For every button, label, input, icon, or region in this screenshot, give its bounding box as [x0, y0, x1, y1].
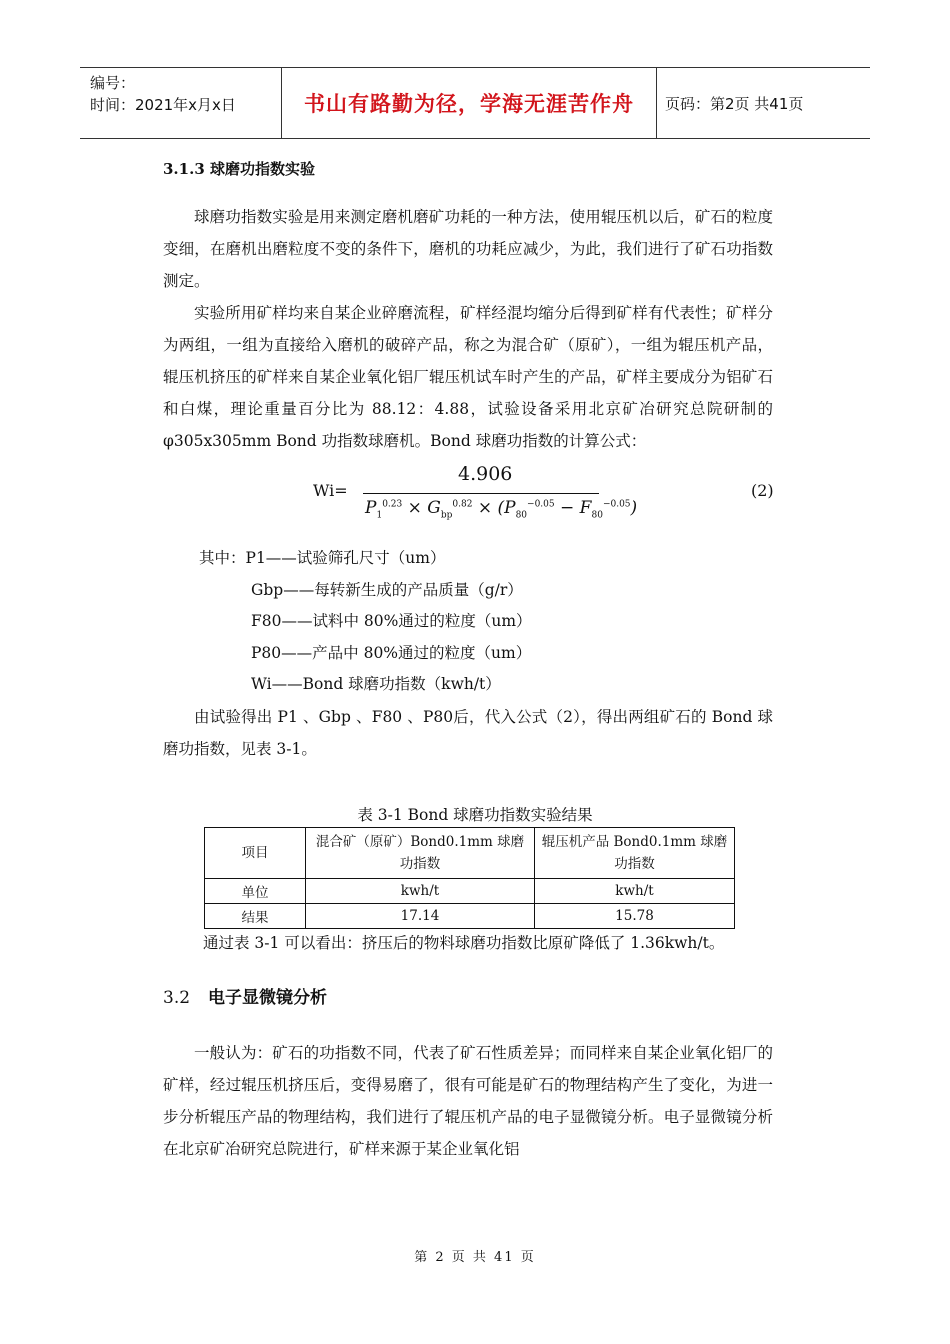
section-title: 3.1.3 球磨功指数实验	[163, 160, 315, 178]
table-cell: 17.14	[306, 904, 535, 929]
table-header-cell: 项目	[205, 828, 306, 879]
table-note: 通过表 3-1 可以看出：挤压后的物料球磨功指数比原矿降低了 1.36kwh/t。	[203, 934, 725, 952]
header-motto: 书山有路勤为径，学海无涯苦作舟	[282, 68, 657, 138]
formula-numerator: 4.906	[458, 463, 513, 485]
section-3-1-3	[163, 158, 773, 765]
formula-lhs: Wi=	[313, 481, 348, 500]
serial-label: 编号：	[90, 74, 136, 92]
paragraph: 球磨功指数实验是用来测定磨机磨矿功耗的一种方法，使用辊压机以后，矿石的粒度变细，在磨机出磨粒度不变的条件下，磨机的功耗应减少，为此，我们进行了矿石功指数测定。	[163, 208, 773, 290]
bond-formula	[163, 459, 773, 539]
table-header-row	[205, 828, 735, 879]
paragraph: 实验所用矿样均来自某企业碎磨流程，矿样经混均缩分后得到矿样有代表性；矿样分为两组，一组为直接给入磨机的破碎产品，称之为混合矿（原矿），一组为辊压机产品，辊压机挤压的矿样来自某企业氧化铝厂辊压机试车时产生的产品，矿样主要成分为铝矿石和白煤，理论重量百分比为 88.12：4.88，试验设备采用北京矿冶研究总院研制的 φ305x305mm Bond 功指数球磨机。Bond 球磨功指数的计算公式：	[163, 304, 773, 450]
header-meta	[80, 68, 282, 138]
date-label: 时间：2021年x月x日	[90, 96, 236, 114]
section-number: 3.2	[163, 988, 191, 1008]
definition-gbp: Gbp——每转新生成的产品质量（g/r）	[251, 580, 523, 599]
section-3-2-heading	[163, 983, 327, 1008]
table-cell: kwh/t	[535, 879, 735, 904]
variable-definitions	[163, 543, 773, 701]
table-header-cell: 混合矿（原矿）Bond0.1mm 球磨功指数	[306, 828, 535, 879]
fraction-bar	[363, 493, 599, 494]
definition-p80: P80——产品中 80%通过的粒度（um）	[251, 643, 532, 662]
definition-f80: F80——试料中 80%通过的粒度（um）	[251, 612, 532, 630]
table-caption: 表 3-1 Bond 球磨功指数实验结果	[357, 806, 593, 824]
section-title: 电子显微镜分析	[208, 988, 328, 1008]
formula-denominator: $P_1^{0.23} \times G_{bp}^{0.82} \times (P_{80}^{-0.05} - F_{80}^{-0.05})$	[365, 498, 638, 521]
results-table	[204, 827, 735, 929]
table-cell: kwh/t	[306, 879, 535, 904]
page-header	[80, 67, 870, 139]
page-footer: 第 2 页 共 41 页	[414, 1250, 536, 1265]
definition-wi: Wi——Bond 球磨功指数（kwh/t）	[251, 675, 501, 693]
header-page-info: 页码：第2页 共41页	[665, 94, 804, 113]
paragraph: 由试验得出 P1 、Gbp 、F80 、P80后，代入公式（2），得出两组矿石的 Bond 球磨功指数，见表 3-1。	[163, 707, 773, 758]
section-3-2-body	[163, 1037, 773, 1165]
table-row	[205, 904, 735, 929]
formula-number: (2)	[751, 481, 774, 500]
table-row	[205, 879, 735, 904]
table-cell: 单位	[205, 879, 306, 904]
paragraph: 一般认为：矿石的功指数不同，代表了矿石性质差异；而同样来自某企业氧化铝厂的矿样，经过辊压机挤压后，变得易磨了，很有可能是矿石的物理结构产生了变化，为进一步分析辊压产品的物理结构，我们进行了辊压机产品的电子显微镜分析。电子显微镜分析在北京矿冶研究总院进行，矿样来源于某企业氧化铝	[163, 1044, 773, 1158]
table-cell: 15.78	[535, 904, 735, 929]
definition-p1: 其中：P1——试验筛孔尺寸（um）	[199, 549, 446, 567]
table-cell: 结果	[205, 904, 306, 929]
table-header-cell: 辊压机产品 Bond0.1mm 球磨功指数	[535, 828, 735, 879]
